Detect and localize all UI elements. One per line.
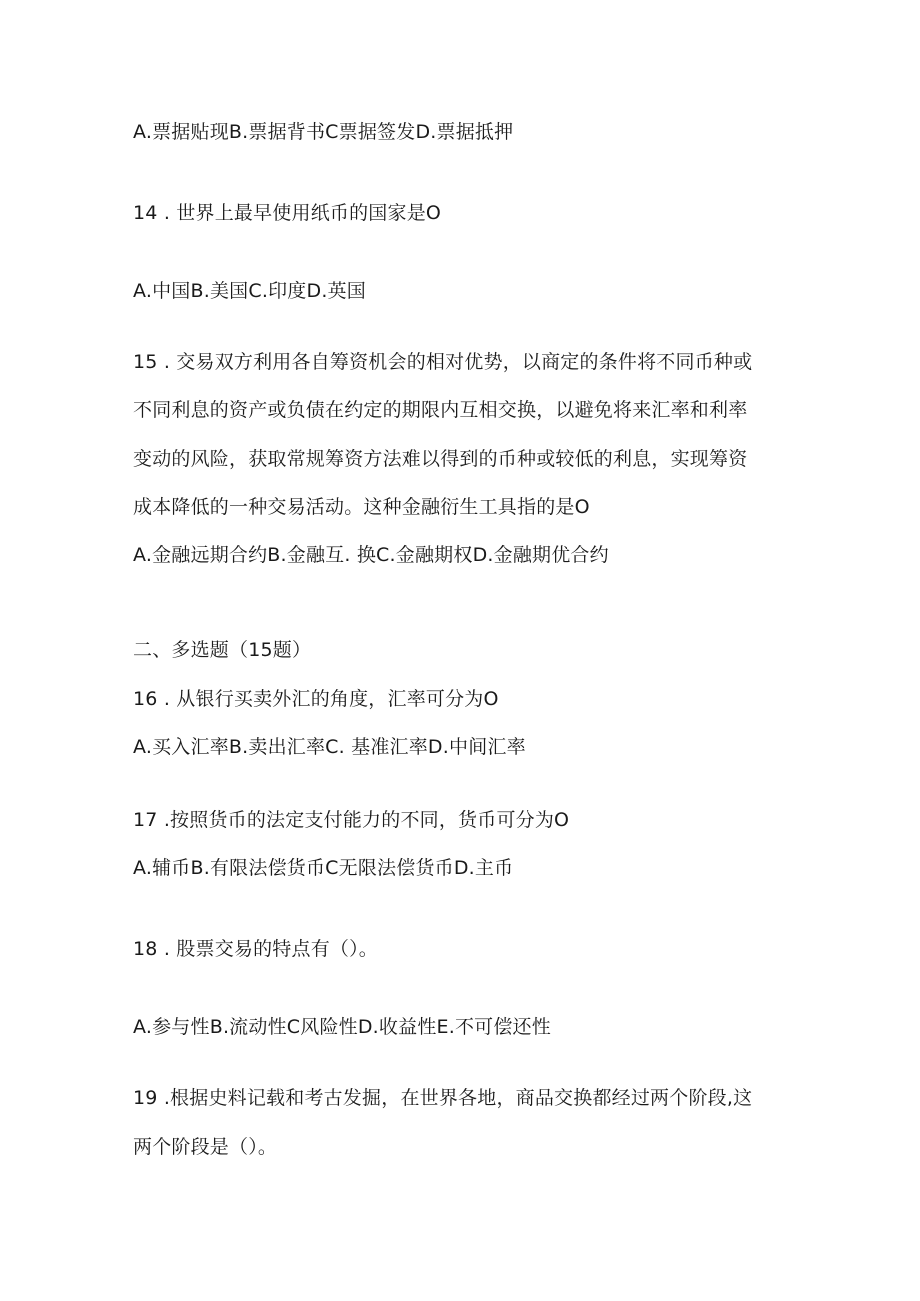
q15-question-line-3: 变动的风险，获取常规筹资方法难以得到的币种或较低的利息，实现筹资 [133,448,748,470]
q15-options: A.金融远期合约B.金融互. 换C.金融期权D.金融期优合约 [133,544,609,566]
q15-question-line-4: 成本降低的一种交易活动。这种金融衍生工具指的是O [133,496,590,518]
q19-question-line-2: 两个阶段是（）。 [133,1136,278,1158]
q15-question-line-2: 不同利息的资产或负债在约定的期限内互相交换，以避免将来汇率和利率 [133,399,748,421]
section-heading: 二、多选题（15题） [133,639,312,661]
q17-options: A.辅币B.有限法偿货币C无限法偿货币D.主币 [133,857,514,879]
q14-options: A.中国B.美国C.印度D.英国 [133,280,366,302]
q16-question: 16 . 从银行买卖外汇的角度，汇率可分为O [133,688,499,710]
q17-question: 17 .按照货币的法定支付能力的不同，货币可分为O [133,809,570,831]
q18-question: 18 . 股票交易的特点有（）。 [133,938,378,960]
q14-question: 14 . 世界上最早使用纸币的国家是O [133,202,442,224]
q15-question-line-1: 15 . 交易双方利用各自筹资机会的相对优势，以商定的条件将不同币种或 [133,351,753,373]
q16-options: A.买入汇率B.卖出汇率C. 基准汇率D.中间汇率 [133,736,526,758]
q13-options: A.票据贴现B.票据背书C票据签发D.票据抵押 [133,121,514,143]
q19-question-line-1: 19 .根据史料记载和考古发掘，在世界各地，商品交换都经过两个阶段,这 [133,1087,753,1109]
q18-options: A.参与性B.流动性C风险性D.收益性E.不可偿还性 [133,1016,551,1038]
